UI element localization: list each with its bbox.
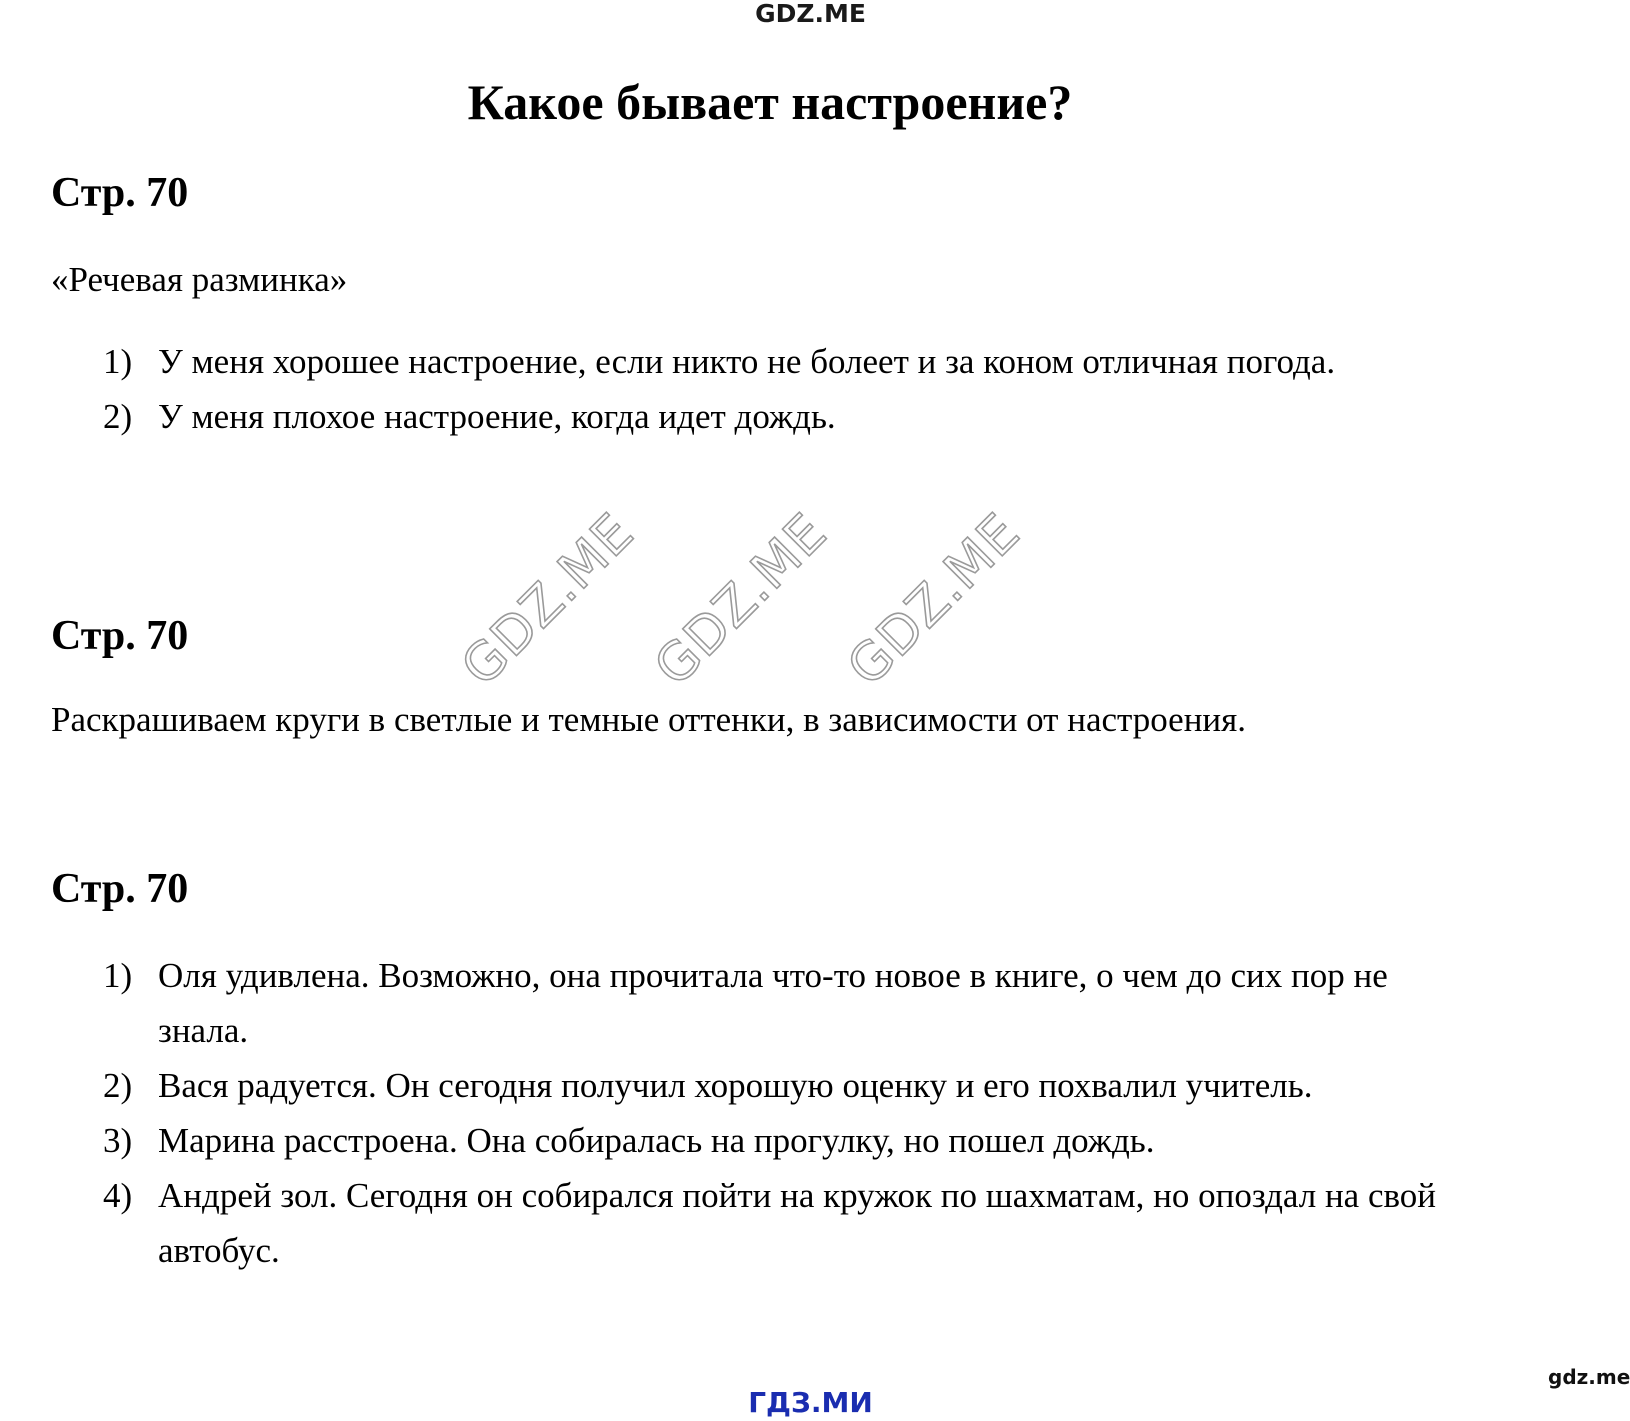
list-item-number: 2): [103, 1066, 133, 1105]
list-item-number: 4): [103, 1176, 133, 1215]
watermark: GDZ.ME: [643, 502, 839, 698]
list-item-number: 2): [103, 397, 133, 436]
page-title: Какое бывает настроение?: [467, 74, 1073, 130]
list-item-text: Марина расстроена. Она собиралась на прогулку, но пошел дождь.: [158, 1121, 1155, 1160]
list-item: [103, 334, 1463, 389]
section-2-heading: Стр. 70: [51, 613, 189, 659]
list-item-number: 1): [103, 342, 133, 381]
watermark: GDZ.ME: [836, 502, 1032, 698]
watermark: GDZ.ME: [450, 502, 646, 698]
list-item: [103, 1168, 1463, 1278]
section-1-heading: Стр. 70: [51, 170, 189, 216]
section-1-intro: «Речевая разминка»: [51, 260, 348, 299]
list-item: [103, 948, 1463, 1058]
list-item-text: У меня хорошее настроение, если никто не болеет и за коном отличная погода.: [158, 342, 1336, 381]
list-item-text: Вася радуется. Он сегодня получил хорошую оценку и его похвалил учитель.: [158, 1066, 1313, 1105]
section-3-heading: Стр. 70: [51, 866, 189, 912]
site-footer-logo: ГДЗ.МИ: [748, 1386, 873, 1419]
list-item-number: 1): [103, 956, 133, 995]
list-item: [103, 389, 1463, 444]
list-item-number: 3): [103, 1121, 133, 1160]
section-1-list: [103, 334, 1463, 444]
section-2-paragraph: Раскрашиваем круги в светлые и темные оттенки, в зависимости от настроения.: [51, 700, 1247, 739]
list-item: [103, 1058, 1463, 1113]
list-item: [103, 1113, 1463, 1168]
list-item-text: У меня плохое настроение, когда идет дождь.: [158, 397, 836, 436]
site-header-logo: GDZ.ME: [755, 0, 866, 28]
list-item-text: Андрей зол. Сегодня он собирался пойти на кружок по шахматам, но опоздал на свой автобус.: [158, 1176, 1437, 1270]
section-3-list: [103, 948, 1463, 1278]
corner-site-label: gdz.me: [1548, 1365, 1630, 1389]
list-item-text: Оля удивлена. Возможно, она прочитала что-то новое в книге, о чем до сих пор не знала.: [158, 956, 1388, 1050]
